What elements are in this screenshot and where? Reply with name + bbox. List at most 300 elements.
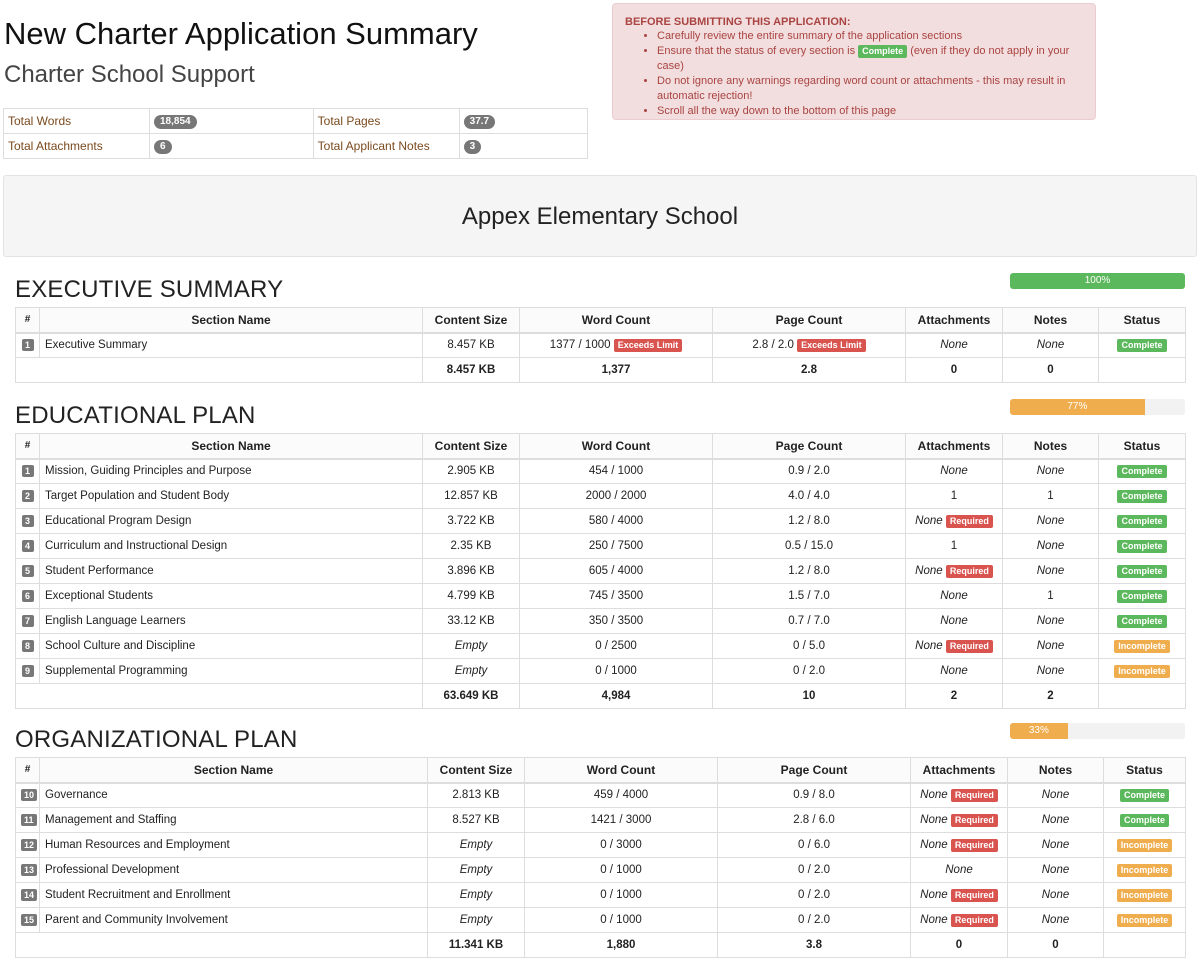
status-complete-badge: Complete [1117,615,1166,628]
table-header-row [16,434,1186,459]
word-count-cell [520,584,713,609]
total-notes-label: Total Applicant Notes [313,134,459,159]
row-number-cell [16,783,40,808]
word-count-cell [520,634,713,659]
progress-bar-fill: 77% [1010,399,1145,415]
total-attachments: 2 [906,684,1003,709]
table-row[interactable] [16,609,1186,634]
attachments-value: None [920,838,948,851]
col-page-count-header: Page Count [713,308,906,333]
totals-empty-cell [16,358,423,383]
section-progress [1010,723,1185,739]
col-content-size-header: Content Size [428,758,525,783]
section-name-cell[interactable]: Student Performance [40,559,423,584]
status-cell [1099,634,1186,659]
col-hash-header: # [16,758,40,783]
status-cell [1104,908,1186,933]
alert-item-text: Ensure that the status of every section is [657,45,856,57]
page-count-value: 1.5 / 7.0 [788,590,830,602]
attachments-value: 1 [950,540,958,552]
section-table [15,307,1186,383]
total-pages-cell [459,109,587,134]
page-count-cell [713,484,906,509]
attachments-cell [911,883,1008,908]
attachments-value: 1 [950,490,958,502]
exceeds-limit-badge: Exceeds Limit [797,339,866,352]
attachments-cell [906,534,1003,559]
word-count-cell [520,534,713,559]
submission-warning-alert [612,3,1096,120]
status-cell [1104,783,1186,808]
col-word-count-header: Word Count [525,758,718,783]
content-size-cell: 3.896 KB [423,559,520,584]
table-row[interactable] [16,783,1186,808]
section-name-cell[interactable]: Educational Program Design [40,509,423,534]
word-count-value: 454 / 1000 [588,465,644,478]
attachments-value: None [940,665,968,677]
totals-row [16,358,1186,383]
row-number-badge: 4 [22,540,34,552]
section-name-cell[interactable]: English Language Learners [40,609,423,634]
attachments-cell [906,459,1003,484]
col-attachments-header: Attachments [906,434,1003,459]
word-count-cell [525,883,718,908]
status-cell [1099,534,1186,559]
table-row[interactable] [16,634,1186,659]
status-cell [1104,808,1186,833]
word-count-value: 580 / 4000 [588,515,644,527]
total-page-count: 2.8 [713,358,906,383]
section-name-cell[interactable]: Supplemental Programming [40,659,423,684]
notes-cell: None [1003,559,1099,584]
content-size-cell: Empty [423,634,520,659]
col-content-size-header: Content Size [423,308,520,333]
section-title: ORGANIZATIONAL PLAN [15,726,298,753]
content-size-cell: 2.905 KB [423,459,520,484]
section-name-cell[interactable]: Parent and Community Involvement [40,908,428,933]
page-count-value: 0.9 / 2.0 [788,465,830,478]
row-number-badge: 14 [21,889,37,901]
row-number-cell [16,808,40,833]
total-attachments-badge: 6 [154,140,172,154]
row-number-badge: 1 [22,339,34,351]
row-number-badge: 13 [21,864,37,876]
status-complete-badge: Complete [1117,465,1166,478]
table-row[interactable] [16,908,1186,933]
page-count-value: 4.0 / 4.0 [788,490,830,502]
table-row[interactable] [16,659,1186,684]
table-row[interactable] [16,509,1186,534]
required-badge: Required [951,914,998,927]
total-pages-badge: 37.7 [464,115,495,129]
section-name-cell[interactable]: Human Resources and Employment [40,833,428,858]
page-count-value: 0 / 2.0 [798,914,830,926]
notes-cell: 1 [1003,484,1099,509]
attachments-value: None [940,590,968,602]
status-cell [1099,609,1186,634]
word-count-cell [520,659,713,684]
attachments-value: None [940,615,968,627]
attachments-value: None [915,564,943,577]
table-row[interactable] [16,459,1186,484]
row-number-badge: 7 [22,615,34,627]
attachments-value: None [945,864,973,876]
content-size-cell: Empty [428,858,525,883]
required-badge: Required [951,839,998,852]
word-count-value: 745 / 3500 [588,590,644,602]
status-complete-badge: Complete [1120,789,1169,802]
page-count-cell [718,808,911,833]
attachments-cell [906,333,1003,358]
status-cell [1104,833,1186,858]
row-number-badge: 2 [22,490,34,502]
table-row[interactable] [16,858,1186,883]
total-status-empty [1104,933,1186,958]
word-count-cell [520,609,713,634]
attachments-value: None [920,788,948,801]
total-words-badge: 18,854 [154,115,197,129]
col-word-count-header: Word Count [520,434,713,459]
attachments-value: None [940,465,968,478]
word-count-cell [525,858,718,883]
total-notes: 0 [1008,933,1104,958]
page-count-value: 0.5 / 15.0 [785,540,833,552]
page-count-cell [713,534,906,559]
word-count-cell [525,908,718,933]
school-name: Appex Elementary School [461,203,739,230]
required-badge: Required [946,565,993,578]
required-badge: Required [946,515,993,528]
totals-empty-cell [16,684,423,709]
attachments-cell [906,509,1003,534]
content-size-cell: Empty [428,833,525,858]
col-section-name-header: Section Name [40,308,423,333]
total-notes-cell [459,134,587,159]
table-row[interactable] [16,484,1186,509]
row-number-cell [16,858,40,883]
page-count-value: 0.9 / 8.0 [793,789,835,802]
content-size-cell: 12.857 KB [423,484,520,509]
total-notes: 2 [1003,684,1099,709]
total-page-count: 10 [713,684,906,709]
attachments-value: None [920,813,948,826]
page-count-cell [713,559,906,584]
col-status-header: Status [1104,758,1186,783]
alert-item: • Do not ignore any warnings regarding word count or attachments - this may result in automatic rejection! [657,74,1083,104]
col-notes-header: Notes [1008,758,1104,783]
page-count-cell [713,509,906,534]
row-number-cell [16,333,40,358]
col-section-name-header: Section Name [40,434,423,459]
total-page-count: 3.8 [718,933,911,958]
status-incomplete-badge: Incomplete [1117,914,1173,927]
section-name-cell[interactable]: Mission, Guiding Principles and Purpose [40,459,423,484]
section-name-cell[interactable]: Exceptional Students [40,584,423,609]
row-number-badge: 12 [21,839,37,851]
total-attachments: 0 [906,358,1003,383]
page-count-cell [718,883,911,908]
content-size-cell: Empty [428,908,525,933]
status-complete-badge: Complete [1117,490,1166,503]
col-hash-header: # [16,434,40,459]
status-complete-badge: Complete [1117,565,1166,578]
table-row[interactable] [16,333,1186,358]
col-content-size-header: Content Size [423,434,520,459]
section-name-cell[interactable]: School Culture and Discipline [40,634,423,659]
col-status-header: Status [1099,308,1186,333]
word-count-value: 0 / 3000 [600,839,642,851]
totals-row [16,684,1186,709]
section-title: EXECUTIVE SUMMARY [15,276,284,303]
word-count-cell [525,783,718,808]
col-attachments-header: Attachments [911,758,1008,783]
status-cell [1099,559,1186,584]
notes-cell: None [1003,634,1099,659]
total-notes: 0 [1003,358,1099,383]
status-incomplete-badge: Incomplete [1114,665,1170,678]
section-table [15,433,1186,709]
section-progress [1010,273,1185,289]
page-count-value: 2.8 / 6.0 [793,814,835,826]
page-title: New Charter Application Summary [4,16,478,51]
attachments-value: None [920,913,948,926]
row-number-cell [16,609,40,634]
col-hash-header: # [16,308,40,333]
status-complete-badge: Complete [1117,515,1166,528]
section-name-cell[interactable]: Executive Summary [40,333,423,358]
total-pages-label: Total Pages [313,109,459,134]
row-number-badge: 15 [21,914,37,926]
table-row[interactable] [16,833,1186,858]
row-number-cell [16,509,40,534]
page-count-cell [713,333,906,358]
status-cell [1104,883,1186,908]
row-number-badge: 10 [21,789,37,801]
required-badge: Required [951,814,998,827]
content-size-cell: 4.799 KB [423,584,520,609]
notes-cell: None [1003,534,1099,559]
attachments-value: None [940,339,968,352]
page-count-cell [718,833,911,858]
row-number-badge: 3 [22,515,34,527]
progress-bar-fill: 100% [1010,273,1185,289]
table-row[interactable] [16,559,1186,584]
row-number-badge: 11 [21,814,37,826]
col-page-count-header: Page Count [713,434,906,459]
page-count-value: 0 / 2.0 [793,665,825,677]
word-count-value: 250 / 7500 [588,540,644,552]
word-count-value: 0 / 1000 [600,889,642,901]
total-attachments-cell [150,134,314,159]
col-notes-header: Notes [1003,308,1099,333]
page-count-value: 1.2 / 8.0 [788,565,830,577]
totals-empty-cell [16,933,428,958]
total-content-size: 11.341 KB [428,933,525,958]
notes-cell: None [1003,659,1099,684]
row-number-cell [16,534,40,559]
col-attachments-header: Attachments [906,308,1003,333]
word-count-cell [520,509,713,534]
notes-cell: None [1003,509,1099,534]
row-number-cell [16,634,40,659]
section-progress [1010,399,1185,415]
section-name-cell[interactable]: Professional Development [40,858,428,883]
status-cell [1104,858,1186,883]
attachments-cell [906,584,1003,609]
content-size-cell: Empty [423,659,520,684]
attachments-cell [906,609,1003,634]
page-count-cell [713,634,906,659]
row-number-badge: 9 [22,665,34,677]
notes-cell: None [1003,459,1099,484]
word-count-cell [525,833,718,858]
row-number-cell [16,584,40,609]
school-name-panel [3,175,1197,257]
status-cell [1099,459,1186,484]
notes-cell: None [1008,808,1104,833]
content-size-cell: 3.722 KB [423,509,520,534]
alert-item [657,44,1083,74]
exceeds-limit-badge: Exceeds Limit [614,339,683,352]
table-header-row [16,308,1186,333]
attachments-cell [911,808,1008,833]
col-section-name-header: Section Name [40,758,428,783]
row-number-cell [16,883,40,908]
required-badge: Required [951,789,998,802]
total-content-size: 63.649 KB [423,684,520,709]
page-count-cell [718,783,911,808]
attachments-cell [906,559,1003,584]
attachments-cell [911,858,1008,883]
required-badge: Required [946,640,993,653]
status-incomplete-badge: Incomplete [1114,640,1170,653]
notes-cell: 1 [1003,584,1099,609]
word-count-cell [520,484,713,509]
page-count-value: 0 / 5.0 [793,640,825,652]
page-count-cell [713,459,906,484]
progress-bar-fill: 33% [1010,723,1068,739]
word-count-cell [520,459,713,484]
row-number-badge: 6 [22,590,34,602]
required-badge: Required [951,889,998,902]
status-incomplete-badge: Incomplete [1117,889,1173,902]
table-row[interactable] [16,584,1186,609]
content-size-cell: Empty [428,883,525,908]
notes-cell: None [1008,908,1104,933]
status-cell [1099,584,1186,609]
row-number-cell [16,559,40,584]
col-status-header: Status [1099,434,1186,459]
total-word-count: 4,984 [520,684,713,709]
content-size-cell: 2.813 KB [428,783,525,808]
attachments-cell [911,833,1008,858]
word-count-cell [525,808,718,833]
attachments-cell [906,659,1003,684]
status-cell [1099,484,1186,509]
status-incomplete-badge: Incomplete [1117,864,1173,877]
notes-cell: None [1003,333,1099,358]
content-size-cell: 33.12 KB [423,609,520,634]
word-count-value: 1421 / 3000 [590,814,652,826]
alert-title: BEFORE SUBMITTING THIS APPLICATION: [625,16,851,28]
word-count-cell [520,333,713,358]
col-page-count-header: Page Count [718,758,911,783]
section-name-cell[interactable]: Governance [40,783,428,808]
attachments-value: None [920,888,948,901]
total-attachments: 0 [911,933,1008,958]
section-name-cell[interactable]: Curriculum and Instructional Design [40,534,423,559]
word-count-value: 1377 / 1000 [549,338,611,351]
total-status-empty [1099,358,1186,383]
total-status-empty [1099,684,1186,709]
word-count-value: 0 / 1000 [600,914,642,926]
section-name-cell[interactable]: Management and Staffing [40,808,428,833]
status-complete-badge: Complete [1117,540,1166,553]
page-count-value: 0 / 6.0 [798,839,830,851]
table-header-row [16,758,1186,783]
row-number-cell [16,908,40,933]
attachments-value: None [915,639,943,652]
status-cell [1099,333,1186,358]
table-row[interactable] [16,534,1186,559]
notes-cell: None [1008,783,1104,808]
word-count-value: 459 / 4000 [593,789,649,802]
page-count-value: 1.2 / 8.0 [788,515,830,527]
row-number-badge: 5 [22,565,34,577]
word-count-value: 0 / 1000 [595,665,637,677]
row-number-badge: 8 [22,640,34,652]
total-content-size: 8.457 KB [423,358,520,383]
status-complete-badge: Complete [1117,590,1166,603]
row-number-cell [16,484,40,509]
row-number-badge: 1 [22,465,34,477]
total-words-cell [150,109,314,134]
total-word-count: 1,377 [520,358,713,383]
alert-item: • Carefully review the entire summary of the application sections [657,29,1083,44]
word-count-cell [520,559,713,584]
attachments-cell [906,634,1003,659]
notes-cell: None [1008,883,1104,908]
page-count-value: 2.8 / 2.0 [752,338,794,351]
word-count-value: 605 / 4000 [588,565,644,577]
col-notes-header: Notes [1003,434,1099,459]
page-count-value: 0 / 2.0 [798,889,830,901]
page-count-cell [713,609,906,634]
total-words-label: Total Words [4,109,150,134]
table-row[interactable] [16,808,1186,833]
section-table [15,757,1186,958]
page-count-value: 0 / 2.0 [798,864,830,876]
status-complete-badge: Complete [1120,814,1169,827]
section-name-cell[interactable]: Student Recruitment and Enrollment [40,883,428,908]
content-size-cell: 8.527 KB [428,808,525,833]
notes-cell: None [1008,858,1104,883]
status-complete-badge: Complete [1117,339,1166,352]
row-number-cell [16,459,40,484]
complete-badge: Complete [858,45,907,58]
section-title: EDUCATIONAL PLAN [15,402,256,429]
col-word-count-header: Word Count [520,308,713,333]
table-row[interactable] [16,883,1186,908]
total-notes-badge: 3 [464,140,482,154]
content-size-cell: 2.35 KB [423,534,520,559]
alert-item: • Scroll all the way down to the bottom of this page [657,104,1083,119]
alert-list [625,29,1083,119]
attachments-cell [906,484,1003,509]
notes-cell: None [1003,609,1099,634]
section-name-cell[interactable]: Target Population and Student Body [40,484,423,509]
content-size-cell: 8.457 KB [423,333,520,358]
